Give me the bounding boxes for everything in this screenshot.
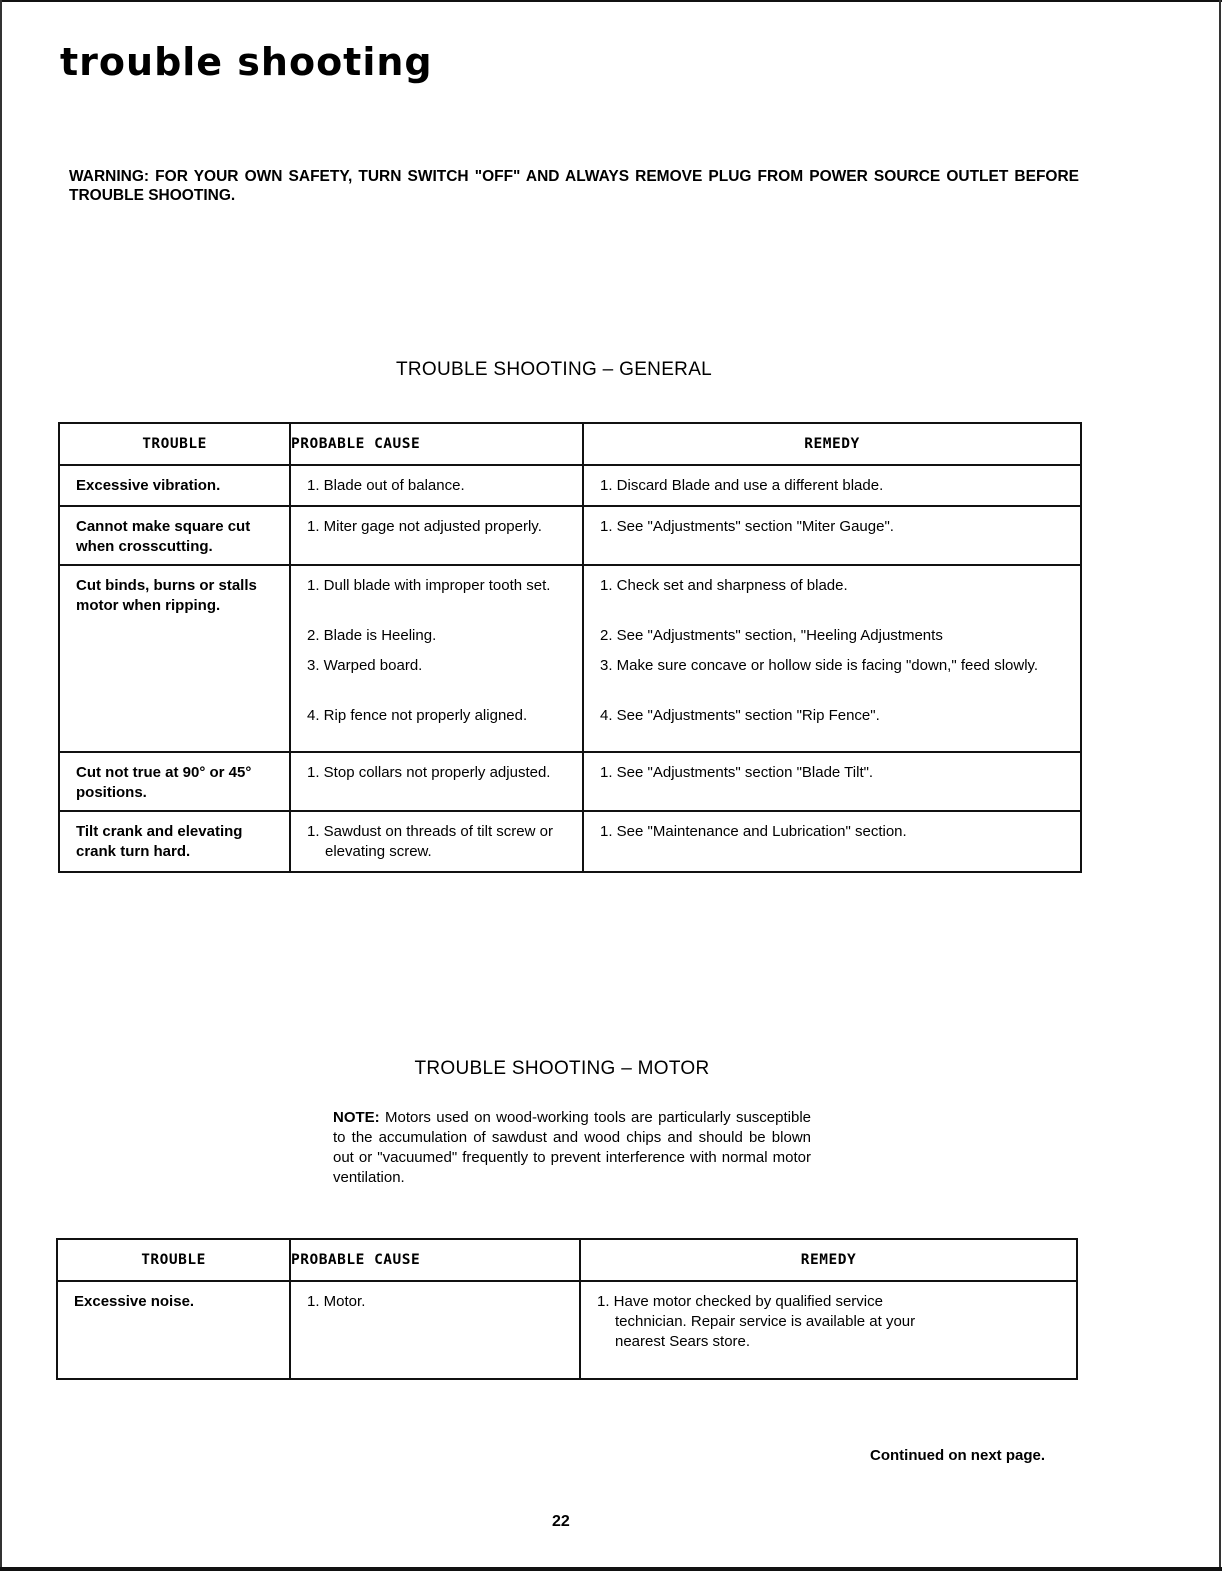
- column-header-trouble: TROUBLE: [57, 1239, 290, 1281]
- page-number: 22: [552, 1513, 570, 1530]
- page-title: trouble shooting: [60, 40, 433, 84]
- trouble-cell: [59, 506, 290, 565]
- column-header-probable-cause: PROBABLE CAUSE: [290, 423, 583, 465]
- column-header-probable-cause: PROBABLE CAUSE: [290, 1239, 580, 1281]
- column-header-remedy: REMEDY: [583, 423, 1081, 465]
- cause-cell: [290, 811, 583, 872]
- page-border-left: [0, 0, 2, 1570]
- cause-item: 3. Warped board.: [307, 657, 423, 674]
- remedy-cell: [580, 1281, 1077, 1379]
- table-row: [57, 1281, 1077, 1379]
- trouble-text: Excessive vibration.: [76, 477, 221, 494]
- table-row: [59, 565, 1081, 752]
- page-border-bottom: [0, 1567, 1222, 1571]
- note-text: Motors used on wood-working tools are particularly susceptible to the accumulation of sawdust and wood chips and should be blown out or "vacuumed" frequently to prevent interference with normal motor ventilation.: [333, 1109, 812, 1186]
- cause-cell: [290, 465, 583, 506]
- continued-note: Continued on next page.: [870, 1447, 1045, 1464]
- remedy-item: 3. Make sure concave or hollow side is facing "down," feed slowly.: [600, 657, 1039, 674]
- cause-cell: [290, 1281, 580, 1379]
- remedy-cell: [583, 752, 1081, 811]
- motor-note: [333, 1108, 811, 1188]
- trouble-text: Tilt crank and elevating crank turn hard.: [76, 823, 243, 860]
- page-border-right: [1219, 0, 1221, 1570]
- column-header-remedy: REMEDY: [580, 1239, 1077, 1281]
- trouble-cell: [59, 811, 290, 872]
- table-row: [59, 752, 1081, 811]
- remedy-item: 1. Discard Blade and use a different blade.: [600, 477, 884, 494]
- cause-item: 1. Dull blade with improper tooth set.: [307, 577, 551, 594]
- trouble-text: Cut binds, burns or stalls motor when ripping.: [76, 577, 257, 614]
- cause-cell: [290, 506, 583, 565]
- trouble-cell: [59, 465, 290, 506]
- remedy-cell: [583, 465, 1081, 506]
- cause-item: 1. Miter gage not adjusted properly.: [307, 518, 542, 535]
- motor-troubleshooting-table: [56, 1238, 1078, 1380]
- trouble-text: Cannot make square cut when crosscutting.: [76, 518, 251, 555]
- column-header-trouble: TROUBLE: [59, 423, 290, 465]
- remedy-cell: [583, 565, 1081, 752]
- note-label: NOTE:: [333, 1109, 380, 1126]
- cause-item: 1. Blade out of balance.: [307, 477, 465, 494]
- general-section-title: TROUBLE SHOOTING – GENERAL: [395, 359, 713, 380]
- trouble-text: Excessive noise.: [74, 1293, 195, 1310]
- table-row: [59, 465, 1081, 506]
- remedy-item: 4. See "Adjustments" section "Rip Fence".: [600, 707, 880, 724]
- trouble-cell: [59, 752, 290, 811]
- table-header-row: [59, 423, 1081, 465]
- cause-item: 4. Rip fence not properly aligned.: [307, 707, 528, 724]
- remedy-item: 2. See "Adjustments" section, "Heeling Adjustments: [600, 627, 943, 644]
- remedy-cell: [583, 506, 1081, 565]
- trouble-text: Cut not true at 90° or 45° positions.: [76, 764, 252, 801]
- remedy-item: 1. See "Adjustments" section "Blade Tilt".: [600, 764, 874, 781]
- remedy-item: 1. Have motor checked by qualified service technician. Repair service is available at your nearest Sears store.: [597, 1293, 916, 1350]
- remedy-item: 1. See "Adjustments" section "Miter Gauge".: [600, 518, 894, 535]
- trouble-cell: [57, 1281, 290, 1379]
- trouble-cell: [59, 565, 290, 752]
- table-header-row: [57, 1239, 1077, 1281]
- remedy-cell: [583, 811, 1081, 872]
- safety-warning: WARNING: FOR YOUR OWN SAFETY, TURN SWITCH "OFF" AND ALWAYS REMOVE PLUG FROM POWER SOURCE OUTLET BEFORE TROUBLE SHOOTING.: [69, 168, 1079, 204]
- general-troubleshooting-table: [58, 422, 1082, 873]
- cause-item: 1. Stop collars not properly adjusted.: [307, 764, 551, 781]
- cause-item: 1. Sawdust on threads of tilt screw or elevating screw.: [307, 823, 553, 860]
- cause-cell: [290, 565, 583, 752]
- table-row: [59, 506, 1081, 565]
- cause-item: 1. Motor.: [307, 1293, 366, 1310]
- motor-section-title: TROUBLE SHOOTING – MOTOR: [414, 1058, 710, 1079]
- remedy-item: 1. Check set and sharpness of blade.: [600, 577, 848, 594]
- table-row: [59, 811, 1081, 872]
- cause-item: 2. Blade is Heeling.: [307, 627, 437, 644]
- cause-cell: [290, 752, 583, 811]
- page-border-top: [0, 0, 1222, 2]
- remedy-item: 1. See "Maintenance and Lubrication" section.: [600, 823, 907, 840]
